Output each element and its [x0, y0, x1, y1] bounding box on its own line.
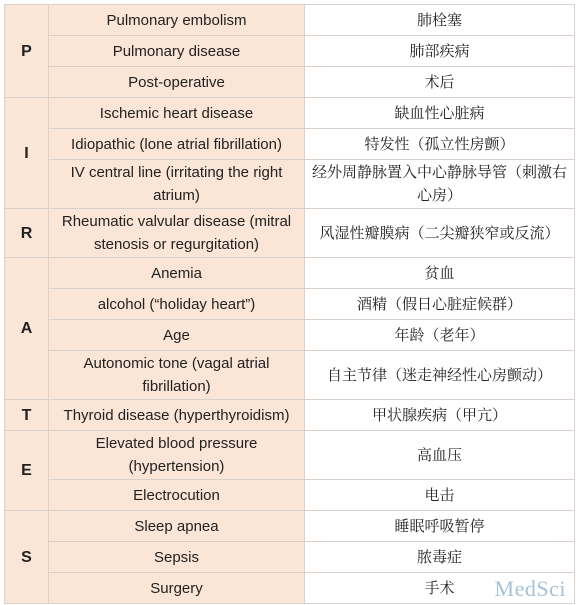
table-row — [5, 480, 575, 511]
table-row — [5, 129, 575, 160]
english-cause-cell: Electrocution — [49, 480, 305, 511]
medsci-watermark: MedSci — [494, 576, 566, 601]
english-cause-cell: Thyroid disease (hyperthyroidism) — [49, 400, 305, 431]
english-cause-cell: Rheumatic valvular disease (mitral stenosis or regurgitation) — [49, 209, 305, 258]
table-row — [5, 258, 575, 289]
chinese-cause-cell: 甲状腺疾病（甲亢） — [305, 400, 575, 431]
chinese-cause-cell: 酒精（假日心脏症候群） — [305, 289, 575, 320]
table-row — [5, 289, 575, 320]
table-row — [5, 320, 575, 351]
table-row — [5, 400, 575, 431]
table-row — [5, 36, 575, 67]
chinese-cause-cell: 手术 — [305, 573, 575, 604]
chinese-cause-cell: 电击 — [305, 480, 575, 511]
chinese-cause-cell: 风湿性瓣膜病（二尖瓣狭窄或反流） — [305, 209, 575, 258]
english-cause-cell: alcohol (“holiday heart”) — [49, 289, 305, 320]
mnemonic-letter-cell: T — [5, 400, 49, 431]
table-row — [5, 209, 575, 258]
english-cause-cell: Sleep apnea — [49, 511, 305, 542]
chinese-cause-cell: 术后 — [305, 67, 575, 98]
english-cause-cell: Pulmonary embolism — [49, 5, 305, 36]
mnemonic-letter-cell: P — [5, 5, 49, 98]
chinese-cause-cell: 年龄（老年） — [305, 320, 575, 351]
english-cause-cell: Post-operative — [49, 67, 305, 98]
english-cause-cell: Autonomic tone (vagal atrial fibrillation) — [49, 351, 305, 400]
chinese-cause-cell: 高血压 — [305, 431, 575, 480]
chinese-cause-cell: 肺部疾病 — [305, 36, 575, 67]
table-row — [5, 5, 575, 36]
table-row — [5, 98, 575, 129]
english-cause-cell: Age — [49, 320, 305, 351]
table-row — [5, 511, 575, 542]
mnemonic-letter-cell: E — [5, 431, 49, 511]
table-row — [5, 542, 575, 573]
english-cause-cell: Idiopathic (lone atrial fibrillation) — [49, 129, 305, 160]
chinese-cause-cell: 贫血 — [305, 258, 575, 289]
chinese-cause-cell: 自主节律（迷走神经性心房颤动） — [305, 351, 575, 400]
mnemonic-letter-cell: I — [5, 98, 49, 209]
pirates-mnemonic-table — [4, 4, 575, 604]
mnemonic-letter-cell: S — [5, 511, 49, 604]
english-cause-cell: Pulmonary disease — [49, 36, 305, 67]
english-cause-cell: Surgery — [49, 573, 305, 604]
table-row — [5, 351, 575, 400]
mnemonic-letter-cell: R — [5, 209, 49, 258]
table-row — [5, 573, 575, 604]
mnemonic-letter-cell: A — [5, 258, 49, 400]
table-row — [5, 67, 575, 98]
table-row — [5, 431, 575, 480]
chinese-cause-cell: 睡眠呼吸暂停 — [305, 511, 575, 542]
english-cause-cell: Anemia — [49, 258, 305, 289]
chinese-cause-cell: 经外周静脉置入中心静脉导管（刺激右心房） — [305, 160, 575, 209]
english-cause-cell: IV central line (irritating the right atrium) — [49, 160, 305, 209]
chinese-cause-cell: 脓毒症 — [305, 542, 575, 573]
english-cause-cell: Ischemic heart disease — [49, 98, 305, 129]
chinese-cause-cell: 肺栓塞 — [305, 5, 575, 36]
chinese-cause-cell: 特发性（孤立性房颤） — [305, 129, 575, 160]
chinese-cause-cell: 缺血性心脏病 — [305, 98, 575, 129]
english-cause-cell: Sepsis — [49, 542, 305, 573]
table-container — [4, 4, 575, 604]
table-row — [5, 160, 575, 209]
english-cause-cell: Elevated blood pressure (hypertension) — [49, 431, 305, 480]
